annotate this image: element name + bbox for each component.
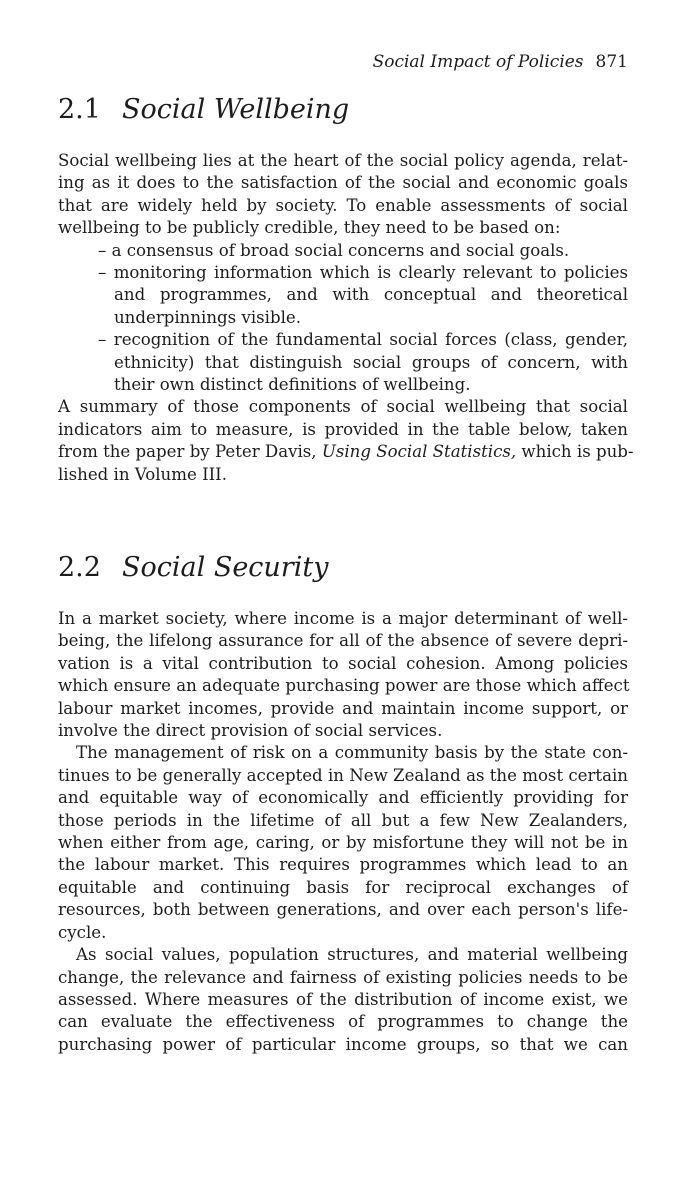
text-line: indicators aim to measure, is provided in the table below, taken <box>58 419 628 439</box>
text-line <box>58 441 634 463</box>
section-number: 2.1 <box>58 94 101 125</box>
text-line: being, the lifelong assurance for all of the absence of severe depri- <box>58 631 628 651</box>
list-item-continuation: underpinnings visible. <box>114 307 301 327</box>
text-fragment: which is pub- <box>516 442 634 462</box>
text-line: can evaluate the effectiveness of programmes to change the <box>58 1012 628 1032</box>
section-number: 2.2 <box>58 552 101 583</box>
text-line: A summary of those components of social wellbeing that social <box>58 397 628 417</box>
section-title: Social Security <box>122 552 329 583</box>
section-heading-social-security <box>58 552 328 583</box>
text-line: change, the relevance and fairness of existing policies needs to be <box>58 967 628 987</box>
list-item: – a consensus of broad social concerns and social goals. <box>98 240 570 260</box>
text-line: resources, both between generations, and over each person's life- <box>58 900 628 920</box>
text-line: ing as it does to the satisfaction of the social and economic goals <box>58 173 628 193</box>
text-line: equitable and continuing basis for reciprocal exchanges of <box>58 877 628 897</box>
text-line: Social wellbeing lies at the heart of the social policy agenda, relat- <box>58 151 628 170</box>
text-line: purchasing power of particular income groups, so that we can <box>58 1034 628 1054</box>
text-line: and equitable way of economically and efficiently providing for <box>58 788 628 808</box>
text-line: when either from age, caring, or by misfortune they will not be in <box>58 833 628 853</box>
text-fragment: from the paper by Peter Davis, <box>58 442 322 462</box>
text-line: cycle. <box>58 922 107 942</box>
list-item-continuation: their own distinct definitions of wellbeing. <box>114 375 471 395</box>
text-line: wellbeing to be publicly credible, they need to be based on: <box>58 218 561 238</box>
list-item-continuation: and programmes, and with conceptual and theoretical <box>114 285 628 305</box>
text-line: involve the direct provision of social services. <box>58 721 443 741</box>
running-head <box>373 52 628 72</box>
text-line: vation is a vital contribution to social cohesion. Among policies <box>58 653 628 673</box>
text-line: The management of risk on a community basis by the state con- <box>76 743 628 763</box>
text-line: tinues to be generally accepted in New Zealand as the most certain <box>58 765 628 785</box>
text-line: assessed. Where measures of the distribution of income exist, we <box>58 989 628 1009</box>
section-heading-social-wellbeing <box>58 94 349 125</box>
list-item: – recognition of the fundamental social forces (class, gender, <box>98 330 628 350</box>
page-number: 871 <box>595 52 628 72</box>
section-body-social-security <box>58 608 628 1056</box>
text-line: the labour market. This requires programmes which lead to an <box>58 855 628 875</box>
text-line: that are widely held by society. To enable assessments of social <box>58 195 628 215</box>
list-item: – monitoring information which is clearly relevant to policies <box>98 263 628 283</box>
text-line: those periods in the lifetime of all but a few New Zealanders, <box>58 810 628 830</box>
text-line: labour market incomes, provide and maintain income support, or <box>58 698 628 718</box>
text-line: As social values, population structures, and material wellbeing <box>76 945 628 965</box>
text-line: In a market society, where income is a major determinant of well- <box>58 609 628 628</box>
section-title: Social Wellbeing <box>122 94 350 125</box>
running-head-title: Social Impact of Policies <box>372 52 584 72</box>
text-line: lished in Volume III. <box>58 464 228 484</box>
list-item-continuation: ethnicity) that distinguish social groups of concern, with <box>114 352 628 372</box>
text-line: which ensure an adequate purchasing power are those which affect <box>58 676 630 696</box>
cited-paper-title: Using Social Statistics, <box>321 442 517 462</box>
section-body-social-wellbeing <box>58 150 634 486</box>
